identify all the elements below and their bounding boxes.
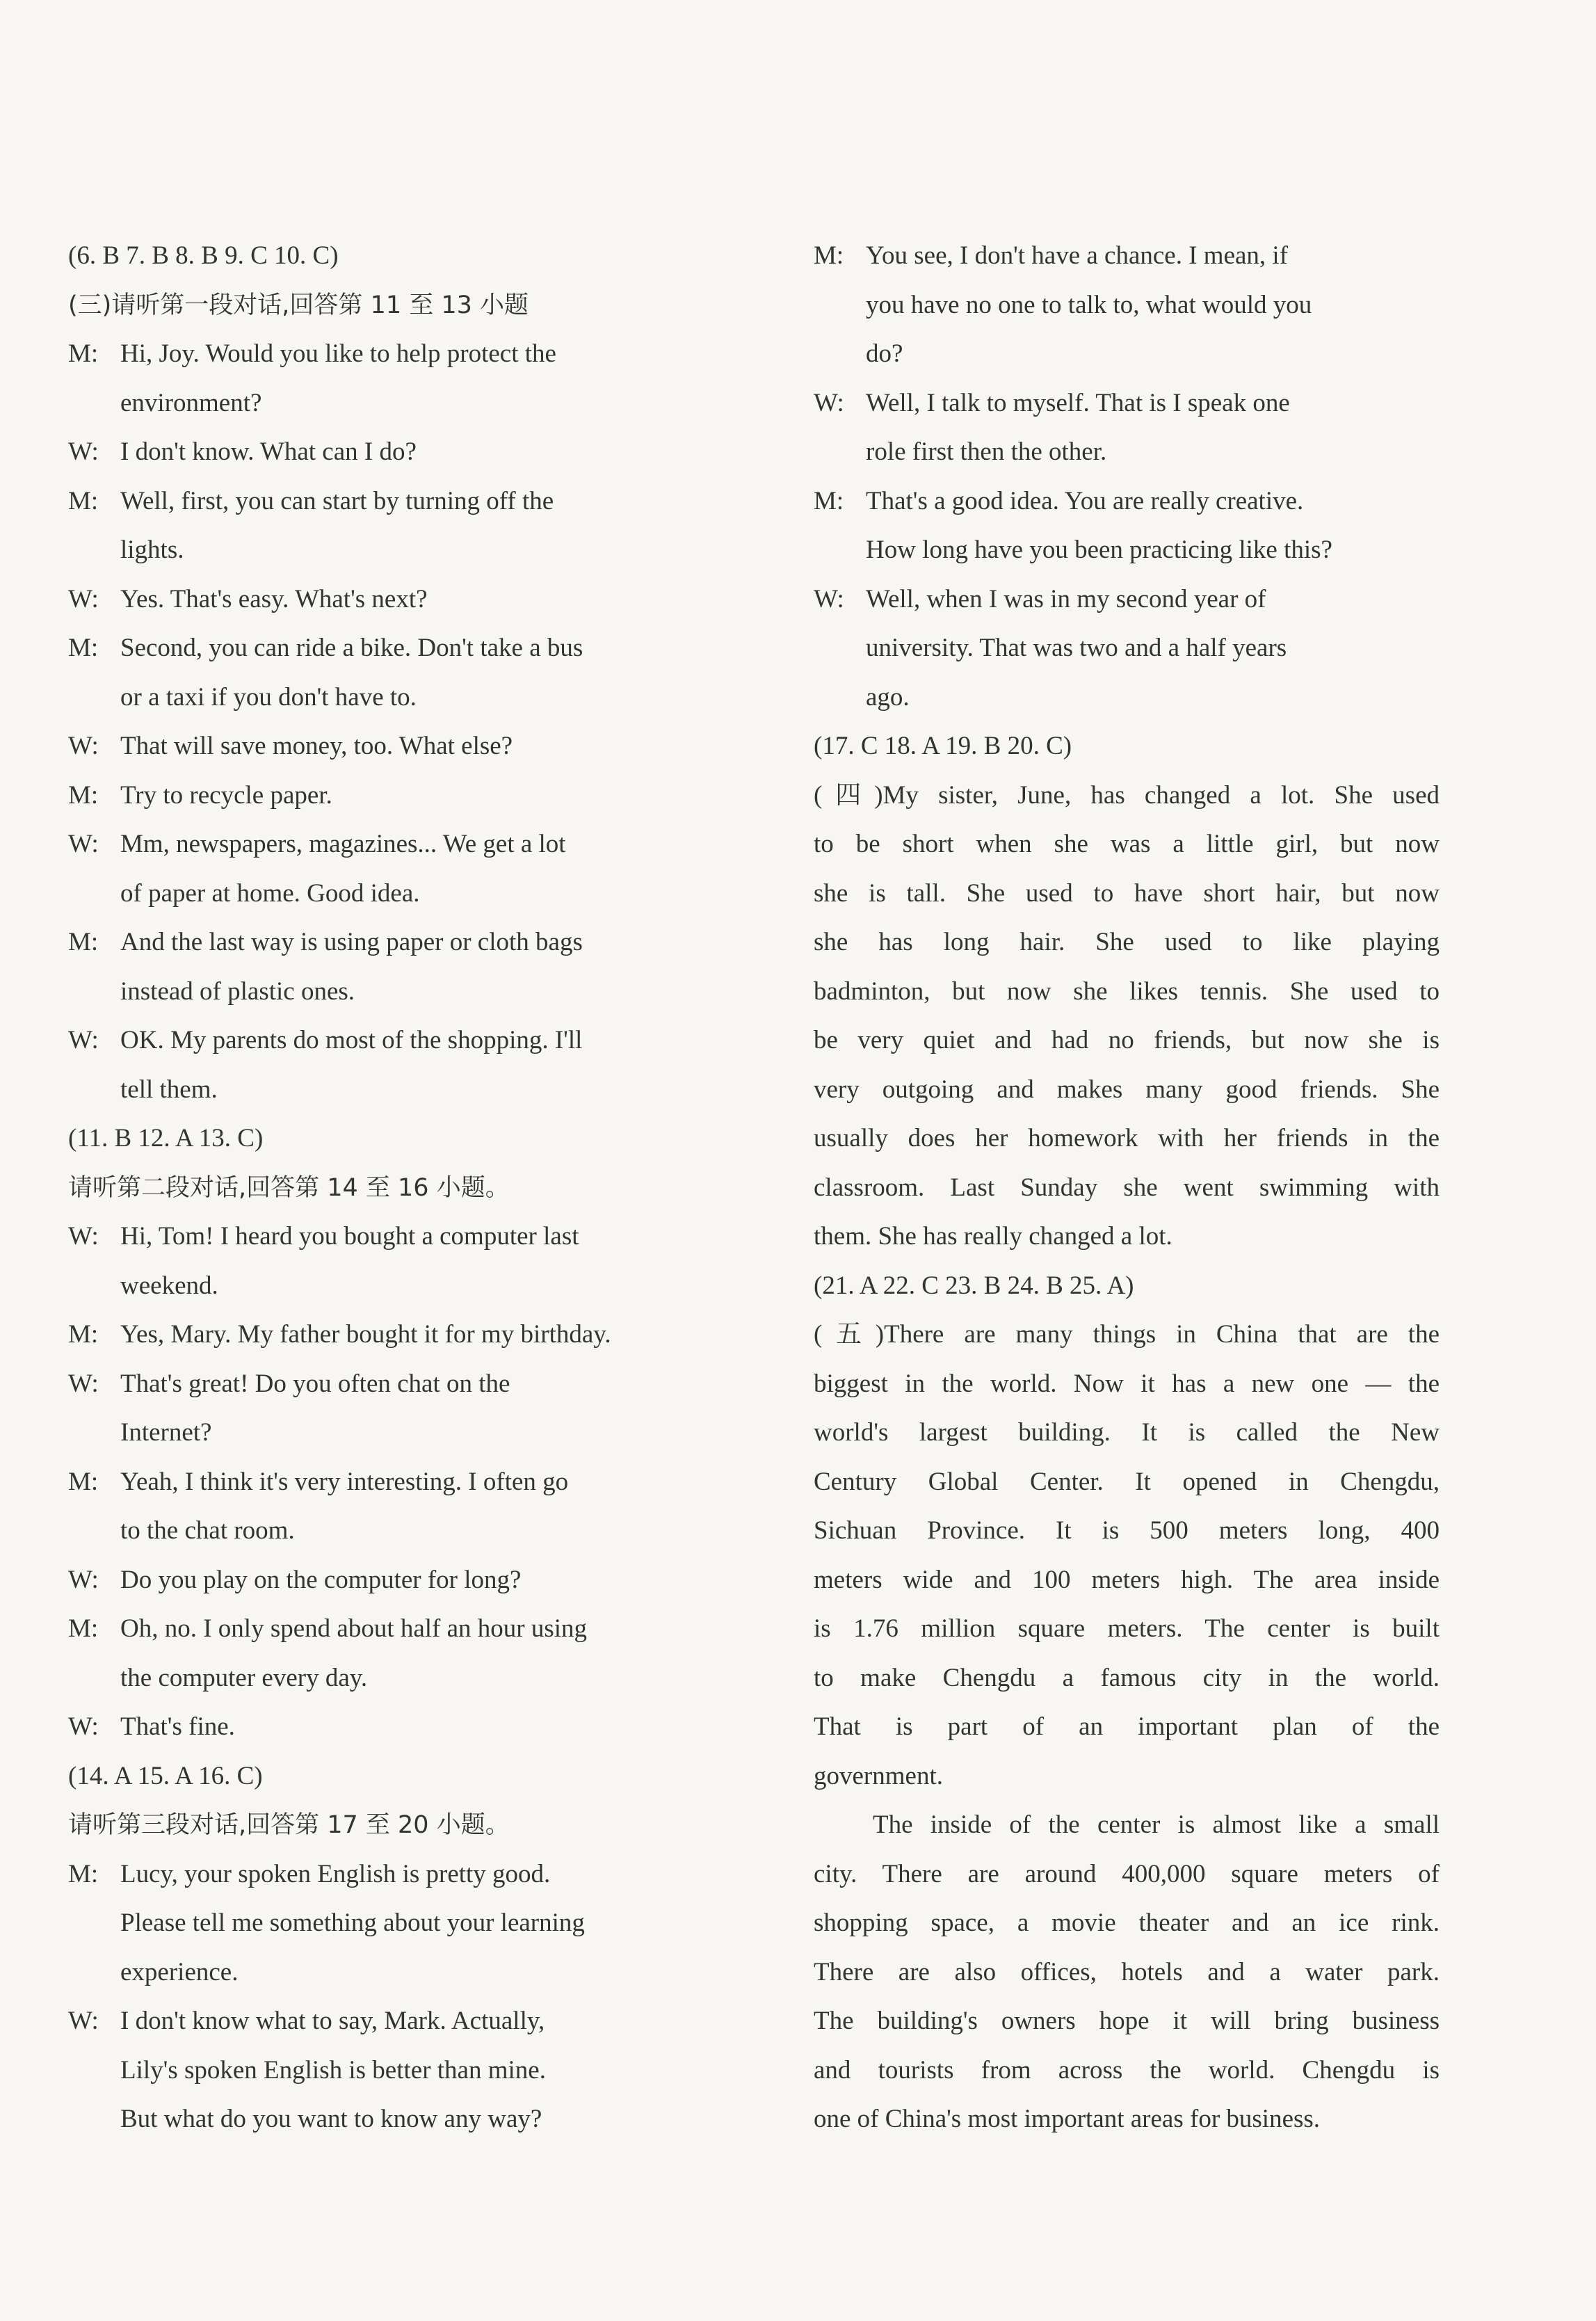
dialogue1-turn-9-line-0	[68, 1016, 757, 1066]
speaker-label: W:	[814, 388, 844, 417]
dialogue2-turn-3-line-0	[68, 1458, 757, 1507]
dialogue-text: instead of plastic ones.	[120, 977, 355, 1006]
dialogue3-right-turn-0-line-2	[814, 330, 1440, 379]
dialogue1-turn-6-line-0	[68, 771, 757, 821]
dialogue-text: And the last way is using paper or cloth bags	[120, 928, 583, 956]
dialogue-text: That's fine.	[120, 1712, 235, 1741]
dialogue-text: Do you play on the computer for long?	[120, 1565, 522, 1594]
answer-key-11-13: (11. B 12. A 13. C)	[68, 1124, 264, 1153]
speaker-label: M:	[68, 339, 99, 368]
answer-key-6-10: (6. B 7. B 8. B 9. C 10. C)	[68, 241, 339, 270]
answer-key-17-20: (17. C 18. A 19. B 20. C)	[814, 732, 1072, 760]
section-4-line: to be short when she was a little girl, but now	[814, 830, 1440, 858]
dialogue-text: experience.	[120, 1957, 239, 1986]
dialogue-text: Lily's spoken English is better than mine.	[120, 2055, 546, 2085]
section-5-para-1-line: biggest in the world. Now it has a new one — the	[814, 1369, 1440, 1398]
dialogue1-turn-2-line-0	[68, 477, 757, 527]
section-4-line: she has long hair. She used to like playing	[814, 928, 1440, 956]
dialogue-text: environment?	[120, 388, 262, 417]
speaker-label: W:	[68, 1026, 99, 1054]
speaker-label: M:	[814, 486, 844, 515]
section-5-para-2-line: The inside of the center is almost like a small	[873, 1810, 1440, 1839]
dialogue-text: role first then the other.	[866, 437, 1107, 466]
right-column	[814, 232, 1440, 2144]
dialogue-3-heading: 请听第三段对话,回答第 17 至 20 小题。	[68, 1811, 510, 1839]
dialogue-text: the computer every day.	[120, 1663, 368, 1692]
dialogue1-turn-5-line-0	[68, 722, 757, 771]
speaker-label: M:	[68, 486, 99, 515]
dialogue-text: Please tell me something about your learning	[120, 1909, 585, 1937]
speaker-label: M:	[68, 634, 99, 662]
dialogue-text: You see, I don't have a chance. I mean, if	[866, 241, 1289, 270]
section-4-line: be very quiet and had no friends, but now she is	[814, 1026, 1440, 1054]
speaker-label: W:	[814, 584, 844, 613]
dialogue-text: I don't know what to say, Mark. Actually,	[120, 2007, 545, 2035]
answer-key-14-16: (14. A 15. A 16. C)	[68, 1761, 263, 1790]
speaker-label: W:	[68, 1565, 99, 1594]
speaker-label: W:	[68, 584, 99, 613]
speaker-label: W:	[68, 437, 99, 466]
section-4-line: (四)My sister, June, has changed a lot. She used	[814, 780, 1440, 810]
section-5-para-1-line: meters wide and 100 meters high. The area inside	[814, 1565, 1440, 1594]
section-5-para-1-line: Century Global Center. It opened in Chengdu,	[814, 1467, 1440, 1496]
dialogue1-turn-8-line-1	[68, 967, 757, 1017]
dialogue2-turn-2-line-0	[68, 1360, 757, 1409]
speaker-label: M:	[68, 1320, 99, 1349]
section-5-para-2-line: There are also offices, hotels and a water park.	[814, 1957, 1440, 1986]
dialogue-text: do?	[866, 339, 903, 368]
section-5-para-1-line: (五)There are many things in China that are the	[814, 1320, 1440, 1349]
dialogue-text: Internet?	[120, 1418, 212, 1447]
dialogue-text: weekend.	[120, 1271, 218, 1300]
dialogue-text: But what do you want to know any way?	[120, 2105, 542, 2133]
dialogue-text: Yes, Mary. My father bought it for my birthday.	[120, 1320, 611, 1349]
dialogue-text: to the chat room.	[120, 1516, 295, 1545]
dialogue1-turn-2-line-1	[68, 526, 757, 575]
dialogue3-left-turn-0-line-0	[68, 1850, 757, 1900]
section-5-para-1-line: world's largest building. It is called the New	[814, 1418, 1440, 1447]
dialogue-text: Lucy, your spoken English is pretty good.	[120, 1859, 551, 1888]
dialogue-text: That's great! Do you often chat on the	[120, 1369, 510, 1398]
speaker-label: W:	[68, 830, 99, 858]
section-5-para-1-line: to make Chengdu a famous city in the world.	[814, 1663, 1440, 1692]
dialogue1-turn-1-line-0	[68, 428, 757, 477]
dialogue3-right-turn-0-line-1	[814, 281, 1440, 330]
section-5-para-2-line: and tourists from across the world. Chengdu is	[814, 2055, 1440, 2085]
dialogue-text: of paper at home. Good idea.	[120, 878, 420, 908]
dialogue-text: university. That was two and a half years	[866, 634, 1287, 662]
section-3-heading: (三)请听第一段对话,回答第 11 至 13 小题	[68, 291, 529, 319]
dialogue3-left-turn-0-line-1	[68, 1899, 757, 1948]
dialogue-text: you have no one to talk to, what would you	[866, 290, 1312, 319]
left-column	[68, 232, 757, 2144]
dialogue-text: Second, you can ride a bike. Don't take a bus	[120, 634, 583, 662]
section-5-para-1-line: Sichuan Province. It is 500 meters long, 400	[814, 1516, 1440, 1545]
dialogue2-turn-3-line-1	[68, 1507, 757, 1556]
dialogue-text: That's a good idea. You are really creative.	[866, 486, 1304, 515]
section-4-line: classroom. Last Sunday she went swimming with	[814, 1173, 1440, 1202]
section-5-para-1-line: is 1.76 million square meters. The center is built	[814, 1614, 1440, 1643]
dialogue-text: Well, first, you can start by turning off the	[120, 486, 554, 515]
section-4-line: usually does her homework with her friends in the	[814, 1124, 1440, 1153]
dialogue-text: Hi, Tom! I heard you bought a computer last	[120, 1222, 579, 1251]
dialogue1-turn-7-line-1	[68, 869, 757, 919]
dialogue3-right-turn-0-line-0	[814, 232, 1440, 281]
dialogue-text: tell them.	[120, 1075, 218, 1104]
dialogue-text: Mm, newspapers, magazines... We get a lot	[120, 830, 566, 858]
section-5-para-1-line: That is part of an important plan of the	[814, 1712, 1440, 1741]
section-5-para-2-line: one of China's most important areas for business.	[814, 2105, 1321, 2133]
dialogue1-turn-9-line-1	[68, 1066, 757, 1115]
dialogue2-turn-0-line-0	[68, 1212, 757, 1262]
dialogue3-left-turn-1-line-0	[68, 1997, 757, 2046]
dialogue3-right-turn-3-line-1	[814, 624, 1440, 673]
section-5-para-2-line: shopping space, a movie theater and an ice rink.	[814, 1909, 1440, 1937]
speaker-label: M:	[68, 1859, 99, 1888]
speaker-label: M:	[68, 780, 99, 810]
dialogue-text: How long have you been practicing like this?	[866, 536, 1332, 564]
dialogue-text: Yes. That's easy. What's next?	[120, 584, 428, 613]
dialogue3-right-turn-3-line-0	[814, 575, 1440, 625]
dialogue2-turn-5-line-0	[68, 1605, 757, 1654]
dialogue-text: OK. My parents do most of the shopping. I'll	[120, 1026, 583, 1054]
dialogue1-turn-0-line-1	[68, 379, 757, 428]
dialogue1-turn-7-line-0	[68, 820, 757, 869]
dialogue3-right-turn-1-line-0	[814, 379, 1440, 428]
dialogue2-turn-0-line-1	[68, 1262, 757, 1311]
dialogue-text: That will save money, too. What else?	[120, 732, 513, 760]
dialogue-text: Try to recycle paper.	[120, 780, 332, 810]
speaker-label: W:	[68, 1369, 99, 1398]
speaker-label: M:	[814, 241, 844, 270]
dialogue3-right-turn-2-line-1	[814, 526, 1440, 575]
dialogue1-turn-8-line-0	[68, 918, 757, 967]
answer-key-21-25: (21. A 22. C 23. B 24. B 25. A)	[814, 1271, 1134, 1300]
dialogue2-turn-1-line-0	[68, 1310, 757, 1360]
dialogue-text: Oh, no. I only spend about half an hour using	[120, 1614, 588, 1643]
speaker-label: W:	[68, 1712, 99, 1741]
dialogue3-left-turn-0-line-2	[68, 1948, 757, 1998]
section-4-line: badminton, but now she likes tennis. She used to	[814, 977, 1440, 1006]
dialogue-text: lights.	[120, 536, 184, 564]
dialogue3-right-turn-1-line-1	[814, 428, 1440, 477]
section-4-line: she is tall. She used to have short hair, but now	[814, 878, 1440, 908]
dialogue-text: Hi, Joy. Would you like to help protect the	[120, 339, 556, 368]
speaker-label: M:	[68, 1467, 99, 1496]
section-5-para-1-line: government.	[814, 1761, 943, 1790]
dialogue-text: ago.	[866, 682, 910, 712]
section-4-line: them. She has really changed a lot.	[814, 1222, 1172, 1251]
dialogue2-turn-2-line-1	[68, 1408, 757, 1458]
dialogue1-turn-4-line-0	[68, 624, 757, 673]
section-5-para-2-line: city. There are around 400,000 square meters of	[814, 1859, 1440, 1888]
section-5-para-2-line: The building's owners hope it will bring business	[814, 2007, 1440, 2035]
dialogue3-right-turn-3-line-2	[814, 673, 1440, 723]
speaker-label: W:	[68, 2007, 99, 2035]
dialogue-text: Well, I talk to myself. That is I speak one	[866, 388, 1290, 417]
speaker-label: W:	[68, 1222, 99, 1251]
dialogue-text: Well, when I was in my second year of	[866, 584, 1266, 613]
dialogue3-right-turn-2-line-0	[814, 477, 1440, 527]
dialogue2-turn-6-line-0	[68, 1703, 757, 1752]
dialogue1-turn-0-line-0	[68, 330, 757, 379]
speaker-label: M:	[68, 928, 99, 956]
dialogue3-left-turn-1-line-1	[68, 2046, 757, 2096]
dialogue-text: Yeah, I think it's very interesting. I often go	[120, 1467, 569, 1496]
dialogue-2-heading: 请听第二段对话,回答第 14 至 16 小题。	[68, 1173, 510, 1202]
speaker-label: M:	[68, 1614, 99, 1643]
dialogue2-turn-4-line-0	[68, 1556, 757, 1605]
dialogue1-turn-4-line-1	[68, 673, 757, 723]
dialogue-text: or a taxi if you don't have to.	[120, 682, 417, 712]
dialogue-text: I don't know. What can I do?	[120, 437, 417, 466]
dialogue3-left-turn-1-line-2	[68, 2095, 757, 2144]
section-4-line: very outgoing and makes many good friends. She	[814, 1075, 1440, 1104]
dialogue1-turn-3-line-0	[68, 575, 757, 625]
speaker-label: W:	[68, 732, 99, 760]
dialogue2-turn-5-line-1	[68, 1654, 757, 1703]
